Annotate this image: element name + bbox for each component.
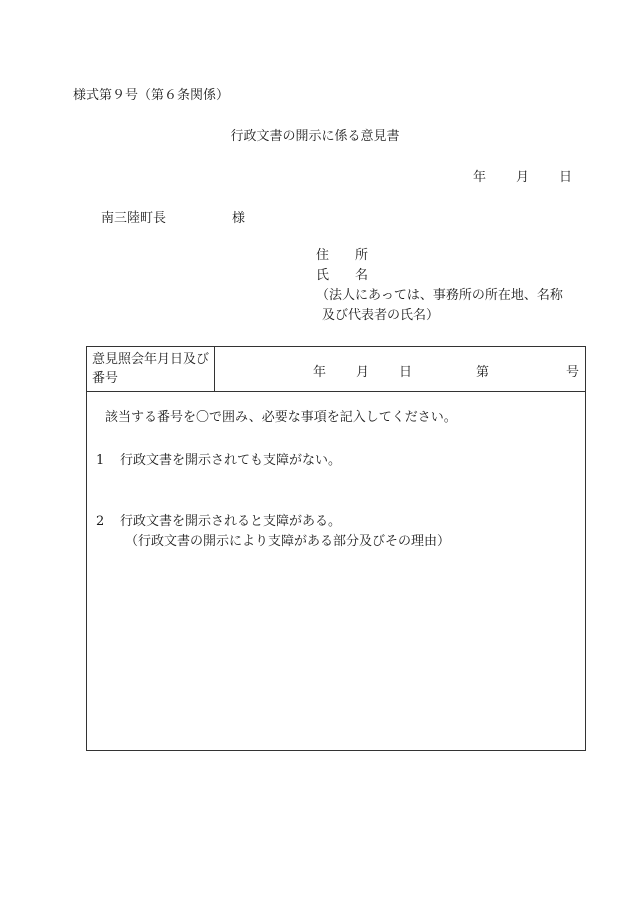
- inquiry-date-field[interactable]: [313, 361, 412, 380]
- opinion-table: [86, 346, 586, 751]
- address-row: [316, 246, 563, 266]
- inquiry-month-label: 月: [356, 365, 370, 380]
- document-title: 行政文書の開示に係る意見書: [230, 129, 400, 144]
- corporate-note-line1: （法人にあっては、事務所の所在地、名称: [316, 288, 563, 303]
- addressee-name: 南三陸町長: [101, 211, 167, 226]
- inquiry-day-label: 日: [399, 365, 413, 380]
- instruction-text: 該当する番号を〇で囲み、必要な事項を記入してください。: [105, 410, 457, 425]
- addressee: [101, 207, 245, 226]
- name-label-1: 氏: [316, 268, 330, 283]
- address-label-1: 住: [316, 248, 330, 263]
- name-label-2: 名: [355, 268, 369, 283]
- submission-date: [473, 166, 572, 185]
- date-day-label: 日: [558, 170, 572, 185]
- option2-text: 行政文書を開示されると支障がある。: [120, 514, 342, 529]
- inquiry-year-label: 年: [313, 365, 327, 380]
- address-label-2: 所: [355, 248, 369, 263]
- applicant-block: [316, 246, 563, 326]
- option2-number: 2: [96, 514, 105, 529]
- form-number: 様式第９号（第６条関係）: [73, 88, 230, 103]
- corporate-note-line2: 及び代表者の氏名）: [322, 308, 440, 323]
- option-no-objection[interactable]: [96, 449, 341, 468]
- inquiry-header-row: [87, 347, 585, 392]
- addressee-honorific: 様: [232, 211, 246, 226]
- option-objection[interactable]: [96, 510, 341, 529]
- option1-text: 行政文書を開示されても支障がない。: [120, 453, 342, 468]
- inquiry-date-number-label: 意見照会年月日及び番号: [87, 347, 215, 391]
- inquiry-number-prefix: 第: [476, 365, 490, 380]
- date-month-label: 月: [515, 170, 529, 185]
- option1-number: 1: [96, 453, 105, 468]
- date-year-label: 年: [472, 170, 486, 185]
- name-row: [316, 266, 563, 286]
- objection-reason-label: （行政文書の開示により支障がある部分及びその理由）: [125, 534, 451, 549]
- inquiry-number-suffix: 号: [565, 365, 579, 380]
